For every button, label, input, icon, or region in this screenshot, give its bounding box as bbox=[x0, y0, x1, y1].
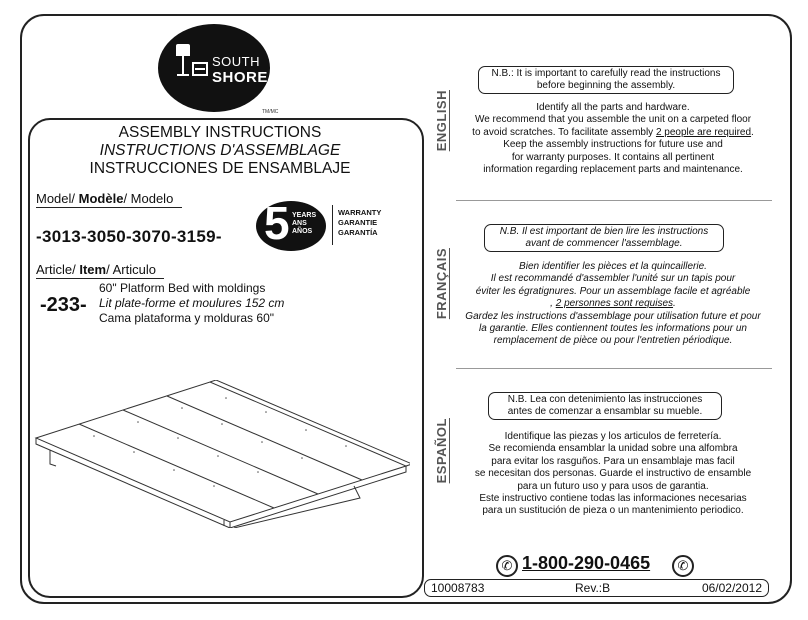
document-number: 10008783 bbox=[431, 581, 485, 595]
spanish-instructions: Identifique las piezas y los articulos de ferretería. Se recomienda ensamblar la unidad sobre una alfombra para evitar los rasguños. Para un ensamblaje mas facil se necesitan dos personas. Guarde el instructivo de ensamble para un futuro uso y para usos de garantia. Este instructivo contiene todas las informaciones necesarias para un sustitución de pieza o un mantenimiento periodico. bbox=[474, 431, 752, 517]
spanish-note: N.B. Lea con detenimiento las instrucciones antes de comenzar a ensamblar su mueble. bbox=[488, 392, 722, 420]
tab-english: ENGLISH bbox=[434, 90, 449, 152]
phone-icon: ✆ bbox=[672, 555, 694, 577]
description-french: Lit plate-forme et moulures 152 cm bbox=[99, 296, 285, 310]
article-number: -233- bbox=[40, 294, 87, 316]
warranty-badge bbox=[256, 197, 388, 251]
english-instructions: Identify all the parts and hardware. We recommend that you assemble the unit on a carpeted floor to avoid scratches. To facilitate assembly 2 people are required. Keep the assembly instructions for future use and for warranty purposes. It contains all pertinent information regarding replacement parts and maintenance. bbox=[472, 102, 754, 176]
model-number: -3013-3050-3070-3159- bbox=[36, 227, 222, 246]
section-divider bbox=[456, 368, 772, 369]
phone-icon: ✆ bbox=[496, 555, 518, 577]
section-divider bbox=[456, 200, 772, 201]
logo-word-shore: SHORE bbox=[212, 69, 268, 86]
description-english: 60" Platform Bed with moldings bbox=[99, 281, 266, 295]
dresser-icon bbox=[192, 62, 208, 76]
title-english: ASSEMBLY INSTRUCTIONS bbox=[118, 124, 322, 141]
document-footer bbox=[424, 579, 769, 597]
platform-bed-illustration bbox=[34, 380, 410, 528]
tab-spanish: ESPAÑOL bbox=[434, 418, 449, 484]
warranty-years-number: 5 bbox=[264, 197, 290, 249]
description-spanish: Cama plataforma y molduras 60" bbox=[99, 311, 275, 325]
support-phone bbox=[494, 553, 694, 579]
warranty-text: WARRANTY GARANTIE GARANTÍA bbox=[338, 208, 382, 237]
title-spanish: INSTRUCCIONES DE ENSAMBLAJE bbox=[89, 160, 351, 177]
title-french: INSTRUCTIONS D'ASSEMBLAGE bbox=[99, 142, 341, 159]
english-note: N.B.: It is important to carefully read the instructions before beginning the assembly. bbox=[478, 66, 734, 94]
south-shore-logo bbox=[158, 24, 270, 112]
logo-word-south: SOUTH bbox=[212, 54, 260, 69]
french-instructions: Bien identifier les pièces et la quincaillerie. Il est recommandé d'assembler l'unité sur un tapis pour éviter les égratignures. Pour un assemblage facile et agréable , 2 personnes sont requises. Gardez les instructions d'assemblage pour utilisation future et pour la garantie. Elles contiennent toutes les informations pour un remplacement de pièce ou pour l'entretien périodique. bbox=[465, 261, 761, 347]
article-label: Article/ Item/ Articulo bbox=[36, 262, 164, 279]
document-date: 06/02/2012 bbox=[701, 581, 762, 595]
revision: Rev.:B bbox=[575, 581, 611, 595]
warranty-years-label: YEARS ANS AÑOS bbox=[292, 212, 317, 235]
phone-number: 1-800-290-0465 bbox=[522, 553, 651, 573]
trademark: TM/MC bbox=[262, 109, 279, 115]
model-label: Model/ Modèle/ Modelo bbox=[36, 191, 182, 208]
lamp-icon bbox=[176, 44, 190, 56]
french-note: N.B. Il est important de bien lire les instructions avant de commencer l'assemblage. bbox=[484, 224, 724, 252]
tab-french: FRANÇAIS bbox=[434, 248, 449, 320]
